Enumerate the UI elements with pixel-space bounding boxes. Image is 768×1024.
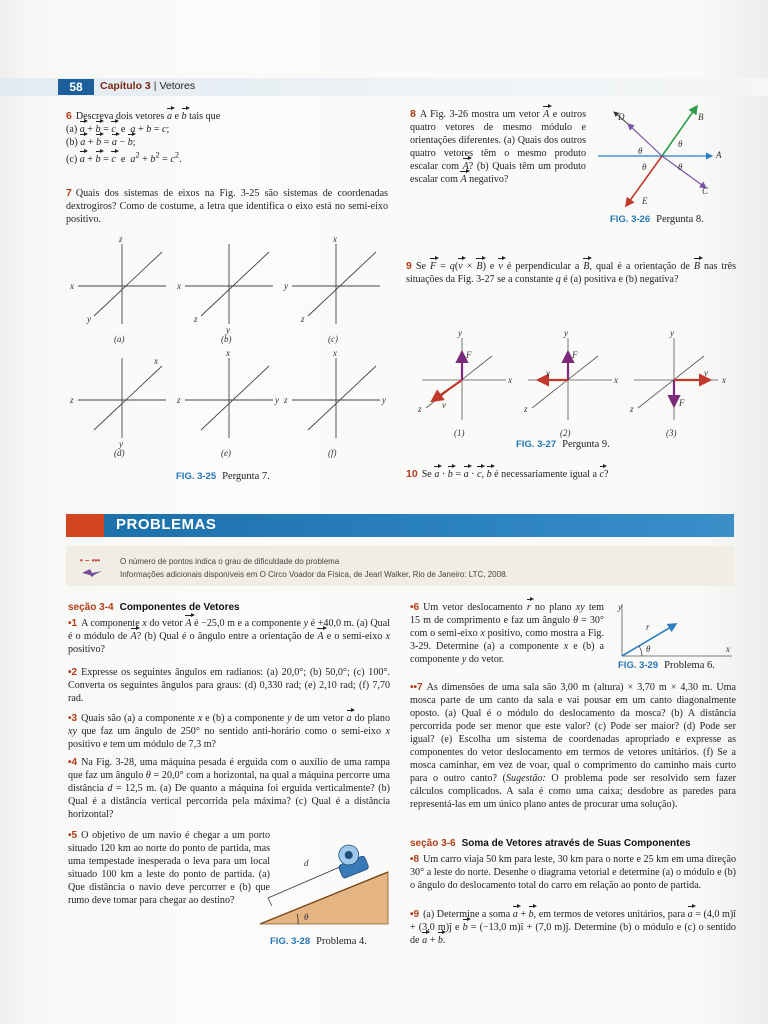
fig325-e-up: x bbox=[226, 348, 230, 358]
problem-text: A componente x do vetor A é −25,0 m e a componente y é +40,0 m. (a) Qual é o módulo de A? (b) Qual é o ângulo entre a orientação de A e o semi-eixo x positivo? bbox=[68, 618, 390, 655]
question-number: 10 bbox=[406, 468, 418, 480]
fig325-a-diag: y bbox=[87, 314, 91, 324]
fig325-a-label: (a) bbox=[114, 334, 125, 344]
problems-title: PROBLEMAS bbox=[116, 516, 217, 533]
question-10 bbox=[406, 468, 736, 481]
question-number: 8 bbox=[410, 108, 416, 120]
fig325-f-left: z bbox=[284, 395, 288, 405]
problem-text: Na Fig. 3-28, uma máquina pesada é erguida com o auxílio de uma rampa que faz um ângulo θ = 20,0° com a horizontal, na qual a máquina percorre uma distância d = 12,5 m. (a) De quanto a máquina foi erguida verticalmente? (b) Qual é a distância vertical percorrida pela máxima? (c) Qual é a distância horizontal? bbox=[68, 757, 391, 820]
fig328-theta: θ bbox=[304, 912, 309, 922]
fig327-1-label: (1) bbox=[454, 428, 465, 438]
fig328-d: d bbox=[304, 858, 309, 868]
fig325-c-label: (c) bbox=[328, 334, 338, 344]
fig327-3-F: F bbox=[679, 398, 685, 408]
fig325-panel-e bbox=[176, 348, 279, 458]
fig325-f-up: x bbox=[333, 348, 337, 358]
problems-banner-tab bbox=[66, 514, 104, 537]
fig327-1-y: y bbox=[458, 328, 462, 338]
fig325-b-left: x bbox=[177, 281, 181, 291]
fig326-label-D: D bbox=[618, 112, 625, 122]
problem-text: O objetivo de um navio é chegar a um porto situado 120 km ao norte do ponto de partida, mas uma tempestade inesperada o leva para um local situado 100 km a leste do ponto de partida. (a) Que distância o navio deve percorrer e (b) que rumo deve tomar para chegar ao destino? bbox=[68, 830, 270, 906]
page-number: 58 bbox=[58, 79, 94, 95]
fig325-panel-c bbox=[283, 234, 380, 344]
problem-2 bbox=[68, 666, 390, 705]
fig325-e-label: (e) bbox=[221, 448, 231, 458]
question-text: Quais dos sistemas de eixos na Fig. 3-25 são sistemas de coordenadas dextrogiros? Como de costume, a letra que identifica o eixo está no semi-eixo positivo. bbox=[66, 188, 388, 225]
fig327-3-v: v bbox=[704, 368, 708, 378]
fig327-1-z: z bbox=[418, 404, 422, 414]
figure-3-29 bbox=[612, 600, 734, 660]
fig326-caption-label: FIG. 3-26 bbox=[610, 214, 651, 225]
problem-number: •2 bbox=[68, 667, 78, 678]
problem-text: Expresse os seguintes ângulos em radianos: (a) 20,0°; (b) 50,0°; (c) 100°. Converta os seguintes ângulos para graus: (d) 0,330 rad; (e) 2,10 rad; (f) 7,70 rad. bbox=[68, 667, 390, 704]
fig327-panel-2 bbox=[523, 328, 618, 438]
fig325-panel-f bbox=[283, 348, 386, 458]
fig325-e-left: z bbox=[177, 395, 181, 405]
figure-3-28 bbox=[258, 836, 392, 930]
machine-icon bbox=[332, 841, 369, 879]
fig327-panel-1 bbox=[417, 328, 512, 438]
fig327-3-label: (3) bbox=[666, 428, 677, 438]
question-text: Se F = q(v × B) e v é perpendicular a B, qual é a orientação de B nas três situações da Fig. 3-27 se a constante q é (a) positiva e (b) negativa? bbox=[406, 261, 737, 285]
fig327-caption bbox=[516, 439, 610, 450]
figure-3-27 bbox=[406, 328, 738, 438]
question-number: 6 bbox=[66, 110, 72, 122]
fig329-theta: θ bbox=[646, 644, 651, 654]
fig327-panel-3 bbox=[629, 328, 726, 438]
fig327-2-x: x bbox=[614, 375, 618, 385]
fig327-2-y: y bbox=[564, 328, 568, 338]
section-3-4-heading bbox=[68, 602, 240, 613]
fig326-theta-4: θ bbox=[678, 162, 683, 172]
fig327-3-z: z bbox=[630, 404, 634, 414]
fig325-panel-d bbox=[69, 356, 166, 458]
problem-number: •9 bbox=[410, 909, 420, 920]
fig325-e-right: y bbox=[275, 395, 279, 405]
section-number: seção 3-6 bbox=[410, 838, 456, 849]
fig325-panel-a bbox=[69, 234, 166, 344]
fig325-caption-label: FIG. 3-25 bbox=[176, 471, 217, 482]
fig325-f-right: y bbox=[382, 395, 386, 405]
problems-legend bbox=[66, 546, 734, 586]
question-9 bbox=[406, 260, 736, 286]
problem-4 bbox=[68, 756, 390, 821]
fig325-f-label: (f) bbox=[328, 448, 337, 458]
fig325-c-up: x bbox=[333, 234, 337, 244]
question-8 bbox=[410, 108, 586, 186]
fig328-caption-label: FIG. 3-28 bbox=[270, 936, 311, 947]
figure-3-25 bbox=[66, 236, 396, 468]
problem-text: Um carro viaja 50 km para leste, 30 km para o norte e 25 km em uma direção 30° a leste do norte. Desenhe o diagrama vetorial e determine (a) o módulo e (b) o ângulo do deslocamento total do carro em relação ao ponto de partida. bbox=[410, 854, 736, 891]
fig327-2-z: z bbox=[524, 404, 528, 414]
fig326-label-C: C bbox=[702, 186, 709, 196]
chapter-name: Vetores bbox=[159, 80, 196, 92]
fig327-1-F: F bbox=[466, 350, 472, 360]
legend-line-2: Informações adicionais disponíveis em O Circo Voador da Física, de Jearl Walker, Rio de Janeiro: LTC, 2008. bbox=[120, 570, 508, 579]
problem-number: •3 bbox=[68, 713, 78, 724]
fig325-caption bbox=[176, 471, 270, 482]
section-title: Componentes de Vetores bbox=[119, 602, 240, 613]
fig326-label-A: A bbox=[716, 150, 722, 160]
section-number: seção 3-4 bbox=[68, 602, 114, 613]
fig326-caption bbox=[610, 214, 704, 225]
chapter-title bbox=[100, 80, 195, 92]
chapter-label: Capítulo 3 bbox=[100, 80, 151, 92]
fig327-1-x: x bbox=[508, 375, 512, 385]
problem-number: •5 bbox=[68, 830, 78, 841]
fig325-d-diagtop: x bbox=[154, 356, 158, 366]
fig329-caption-text: Problema 6. bbox=[664, 660, 715, 671]
fig327-2-F: F bbox=[572, 350, 578, 360]
fig326-theta-1: θ bbox=[638, 146, 643, 156]
question-text: Se a · b = a · c, b é necessariamente igual a c? bbox=[421, 469, 609, 480]
fig327-caption-label: FIG. 3-27 bbox=[516, 439, 557, 450]
fig326-caption-text: Pergunta 8. bbox=[656, 214, 704, 225]
fig325-d-down: y bbox=[119, 439, 123, 449]
fig328-caption-text: Problema 4. bbox=[316, 936, 367, 947]
fig329-x: x bbox=[726, 644, 730, 654]
fig329-r: r bbox=[646, 622, 650, 632]
fig326-theta-2: θ bbox=[678, 139, 683, 149]
fig329-caption bbox=[618, 660, 715, 671]
problem-number: •8 bbox=[410, 854, 420, 865]
legend-line-1: O número de pontos indica o grau de dificuldade do problema bbox=[120, 557, 340, 566]
question-number: 9 bbox=[406, 260, 412, 272]
fig327-2-label: (2) bbox=[560, 428, 571, 438]
fig329-y: y bbox=[618, 602, 622, 612]
problem-1 bbox=[68, 617, 390, 656]
fig326-label-B: B bbox=[698, 112, 704, 122]
fig325-d-label: (d) bbox=[114, 448, 125, 458]
problem-3 bbox=[68, 712, 390, 751]
flying-circus-icon bbox=[80, 567, 104, 579]
figure-3-26 bbox=[598, 100, 734, 212]
problem-9 bbox=[410, 908, 736, 947]
fig329-caption-label: FIG. 3-29 bbox=[618, 660, 659, 671]
section-3-6-heading bbox=[410, 838, 691, 849]
question-text: A Fig. 3-26 mostra um vetor A e outros quatro vetores de mesmo módulo e orientações diferentes. (a) Quais dos outros quatro vetores têm o mesmo produto escalar com A? (b) Quais têm um produto escalar com A negativo? bbox=[410, 109, 586, 185]
question-text: Descreva dois vetores a e b tais que (a) a + b = c e a + b = c; (b) a + b = a − b; (c) a + b = c e $a^2 + b^2 = c^2$. bbox=[66, 111, 221, 166]
fig325-b-down: y bbox=[226, 325, 230, 335]
fig325-a-up: z bbox=[119, 234, 123, 244]
fig325-a-left: x bbox=[70, 281, 74, 291]
problem-number: •4 bbox=[68, 757, 78, 768]
fig325-c-left: y bbox=[284, 281, 288, 291]
fig325-caption-text: Pergunta 7. bbox=[222, 471, 270, 482]
section-title: Soma de Vetores através de Suas Componentes bbox=[461, 838, 691, 849]
problem-number: •1 bbox=[68, 618, 78, 629]
fig326-theta-3: θ bbox=[642, 162, 647, 172]
fig325-b-label: (b) bbox=[221, 334, 232, 344]
fig327-2-v: v bbox=[546, 368, 550, 378]
fig325-c-diag: z bbox=[301, 314, 305, 324]
fig325-b-diag: z bbox=[194, 314, 198, 324]
problem-7 bbox=[410, 681, 736, 811]
question-7 bbox=[66, 187, 388, 226]
fig327-1-v: v bbox=[442, 400, 446, 410]
legend-dots: • – ••• bbox=[80, 556, 101, 565]
fig326-label-E: E bbox=[642, 196, 648, 206]
question-6 bbox=[66, 110, 386, 166]
problem-number: ••7 bbox=[410, 682, 423, 693]
question-number: 7 bbox=[66, 187, 72, 199]
problem-text: As dimensões de uma sala são 3,00 m (altura) × 3,70 m × 4,30 m. Uma mosca parte de um canto da sala e vai pousar em um canto diagonalmente oposto. (a) Qual é o módulo do deslocamento da mosca? (b) A distância percorrida pode ser menor que este valor? (c) Pode ser maior? (d) Pode ser igual? (e) Escolha um sistema de coordenadas apropriado e expresse as componentes do vetor deslocamento em termos de vetores unitários. (f) Se a mosca caminhar, em vez de voar, qual o comprimento do caminho mais curto para o outro canto? (Sugestão: O problema pode ser resolvido sem fazer cálculos complicados. A sala é como uma caixa; desdobre as paredes para representá-las em um único plano antes de procurar uma solução). bbox=[410, 682, 737, 810]
problem-text: Um vetor deslocamento r no plano xy tem 15 m de comprimento e faz um ângulo θ = 30° com o semi-eixo x positivo, como mostra a Fig. 3-29. Determine (a) a componente x e (b) a componente y do vetor. bbox=[410, 602, 605, 665]
problem-number: •6 bbox=[410, 602, 420, 613]
chapter-separator: | bbox=[153, 80, 157, 92]
fig325-panel-b bbox=[176, 244, 273, 344]
fig327-caption-text: Pergunta 9. bbox=[562, 439, 610, 450]
problem-5 bbox=[68, 829, 270, 907]
fig325-d-left: z bbox=[70, 395, 74, 405]
problem-text: Quais são (a) a componente x e (b) a componente y de um vetor a do plano xy que faz um ângulo de 250° no sentido anti-horário como o semi-eixo x positivo e tem um módulo de 7,3 m? bbox=[68, 713, 390, 750]
fig328-caption bbox=[270, 936, 367, 947]
problem-text: (a) Determine a soma a + b, em termos de vetores unitários, para a = (4,0 m)î + (3,0 m)ĵ e b = (−13,0 m)î + (7,0 m)ĵ. Determine (b) o módulo e (c) o sentido de a + b. bbox=[410, 909, 736, 946]
fig327-3-y: y bbox=[670, 328, 674, 338]
problem-8 bbox=[410, 853, 736, 892]
problem-6 bbox=[410, 601, 604, 666]
fig327-3-x: x bbox=[722, 375, 726, 385]
